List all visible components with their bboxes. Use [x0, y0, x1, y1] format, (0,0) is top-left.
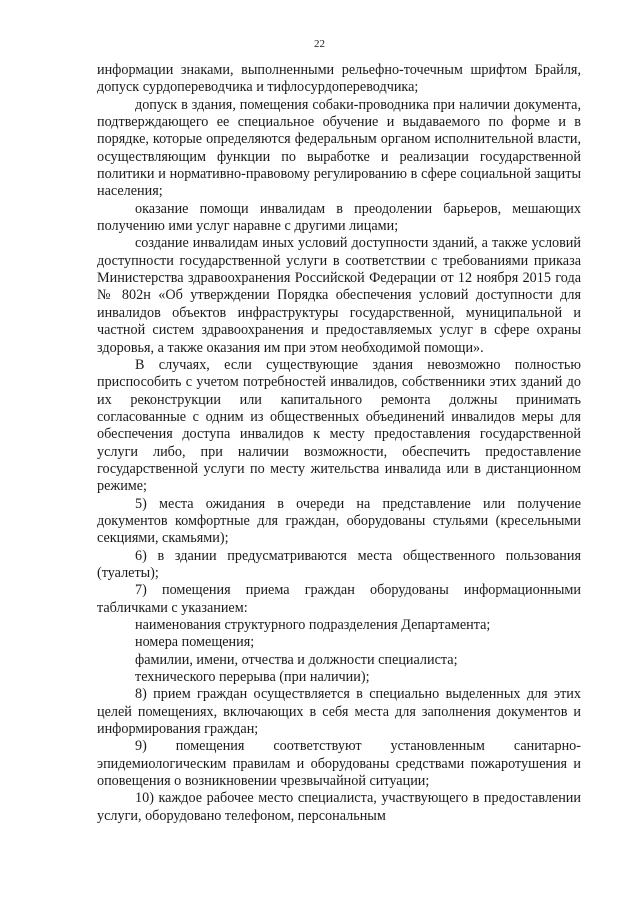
subitem-technical-break: технического перерыва (при наличии);: [135, 669, 370, 686]
paragraph-existing-buildings: В случаях, если существующие здания невозможно полностью приспособить с учетом потребностей инвалидов, собственники этих зданий до их реконструкции или капитального ремонта должны принимать согласованные с одним из общественных объединений инвалидов меры для обеспечения доступа инвалидов к месту предоставления государственной услуги либо, при наличии возможности, обеспечить предоставление государственной услуги по месту жительства инвалида или в дистанционном режиме;: [97, 356, 581, 495]
document-body: [97, 62, 581, 825]
list-item-6-restrooms: 6) в здании предусматриваются места общественного пользования (туалеты);: [97, 547, 581, 581]
list-item-5-waiting-areas: 5) места ожидания в очереди на представление или получение документов комфортные для граждан, оборудованы стульями (кресельными секциями, скамьями);: [97, 495, 581, 547]
page-number: 22: [314, 38, 325, 50]
list-item-7-info-signs: 7) помещения приема граждан оборудованы информационными табличками с указанием:: [97, 582, 581, 616]
subitem-department-name: наименования структурного подразделения Департамента;: [135, 617, 491, 633]
paragraph-braille-access: информации знаками, выполненными рельефно-точечным шрифтом Брайля, допуск сурдопереводчика и тифлосурдопереводчика;: [97, 62, 581, 96]
paragraph-barrier-assistance: оказание помощи инвалидам в преодолении барьеров, мешающих получению ими услуг наравне с другими лицами;: [97, 200, 581, 235]
list-item-9-sanitary-rules: 9) помещения соответствуют установленным санитарно-эпидемиологическим правилам и оборудованы средствами пожаротушения и оповещения о возникновении чрезвычайной ситуации;: [97, 738, 581, 790]
paragraph-accessibility-order: создание инвалидам иных условий доступности зданий, а также условий доступности государственной услуги в соответствии с требованиями приказа Министерства здравоохранения Российской Федерации от 12 ноября 2015 года № 802н «Об утверждении Порядка обеспечения условий доступности для инвалидов объектов инфраструктуры государственной, муниципальной и частной систем здравоохранения и предоставляемых услуг в сфере охраны здоровья, а также оказания им при этом необходимой помощи».: [97, 235, 581, 356]
list-item-10-workplace: 10) каждое рабочее место специалиста, участвующего в предоставлении услуги, оборудовано телефоном, персональным: [97, 790, 581, 824]
list-item-8-reception-rooms: 8) прием граждан осуществляется в специально выделенных для этих целей помещениях, включающих в себя места для заполнения документов и информирования граждан;: [97, 686, 581, 738]
subitem-specialist-name: фамилии, имени, отчества и должности специалиста;: [135, 651, 458, 668]
paragraph-guide-dog-access: допуск в здания, помещения собаки-проводника при наличии документа, подтверждающего ее специальное обучение и выдаваемого по форме и в порядке, которые определяются федеральным органом исполнительной власти, осуществляющим функции по выработке и реализации государственной политики и нормативно-правовому регулированию в сфере социальной защиты населения;: [97, 96, 581, 200]
subitem-room-number: номера помещения;: [135, 634, 255, 651]
